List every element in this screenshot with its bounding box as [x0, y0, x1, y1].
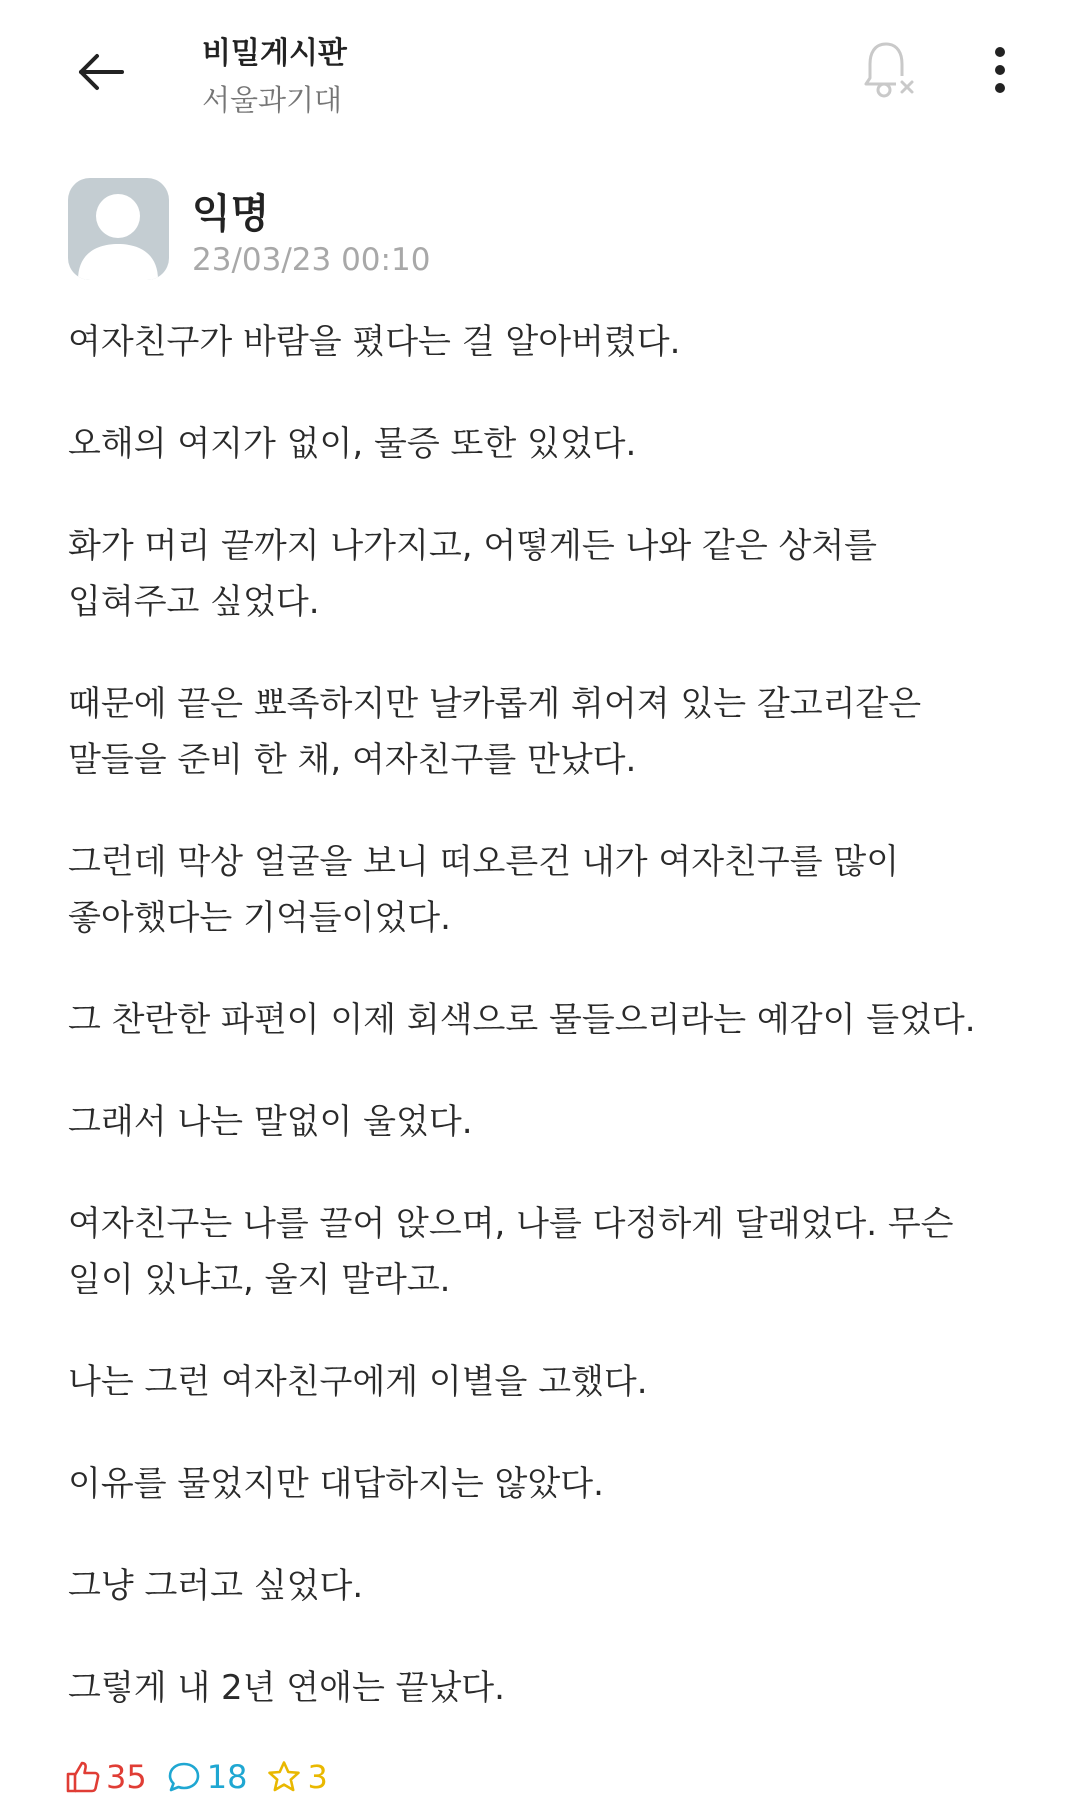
- like-count: 35: [106, 1758, 147, 1796]
- back-button[interactable]: [68, 44, 134, 100]
- post-paragraph: 이유를 물었지만 대답하지는 않았다.: [68, 1464, 604, 1504]
- scrap-button[interactable]: [267, 1760, 327, 1794]
- post-paragraph: 때문에 끝은 뾰족하지만 날카롭게 휘어져 있는 갈고리같은 말들을 준비 한 채, 여자친구를 만났다.: [68, 684, 922, 780]
- like-button[interactable]: [66, 1760, 147, 1794]
- top-app-bar: [0, 0, 1080, 150]
- thumbs-up-icon: [66, 1760, 100, 1794]
- post-paragraph: 여자친구는 나를 끌어 앉으며, 나를 다정하게 달래었다. 무슨 일이 있냐고, 울지 말라고.: [68, 1204, 954, 1300]
- more-vertical-icon: [994, 46, 1006, 94]
- post-author-info: [68, 178, 968, 288]
- star-icon: [267, 1760, 301, 1794]
- post-paragraph: 화가 머리 끝까지 나가지고, 어떻게든 나와 같은 상처를 입혀주고 싶었다.: [68, 526, 878, 622]
- post-paragraph: 그냥 그러고 싶었다.: [68, 1566, 364, 1606]
- post-timestamp: 23/03/23 00:10: [192, 242, 431, 278]
- comment-button[interactable]: [167, 1760, 248, 1794]
- post-reactions: [66, 1752, 348, 1802]
- post-paragraph: 그래서 나는 말없이 울었다.: [68, 1102, 473, 1142]
- avatar: [68, 178, 169, 280]
- post-paragraph: 그런데 막상 얼굴을 보니 떠오른건 내가 여자친구를 많이 좋아했다는 기억들이었다.: [68, 842, 900, 938]
- author-name: 익명: [192, 191, 270, 237]
- bell-off-icon: [862, 40, 918, 100]
- post-body: [68, 314, 1028, 1762]
- post-paragraph: 오해의 여지가 없이, 물증 또한 있었다.: [68, 424, 637, 464]
- scrap-count: 3: [307, 1758, 328, 1796]
- post-paragraph: 여자친구가 바람을 폈다는 걸 알아버렸다.: [68, 322, 681, 362]
- notification-toggle-button[interactable]: [858, 38, 922, 102]
- default-avatar-icon: [68, 178, 169, 280]
- board-title: 비밀게시판: [202, 36, 347, 71]
- comment-bubble-icon: [167, 1760, 201, 1794]
- school-name: 서울과기대: [202, 83, 343, 117]
- post-paragraph: 그렇게 내 2년 연애는 끝났다.: [68, 1668, 505, 1708]
- more-options-button[interactable]: [976, 38, 1024, 102]
- arrow-left-icon: [77, 52, 125, 92]
- comment-count: 18: [206, 1758, 248, 1796]
- post-paragraph: 나는 그런 여자친구에게 이별을 고했다.: [68, 1362, 648, 1402]
- post-paragraph: 그 찬란한 파편이 이제 회색으로 물들으리라는 예감이 들었다.: [68, 1000, 976, 1040]
